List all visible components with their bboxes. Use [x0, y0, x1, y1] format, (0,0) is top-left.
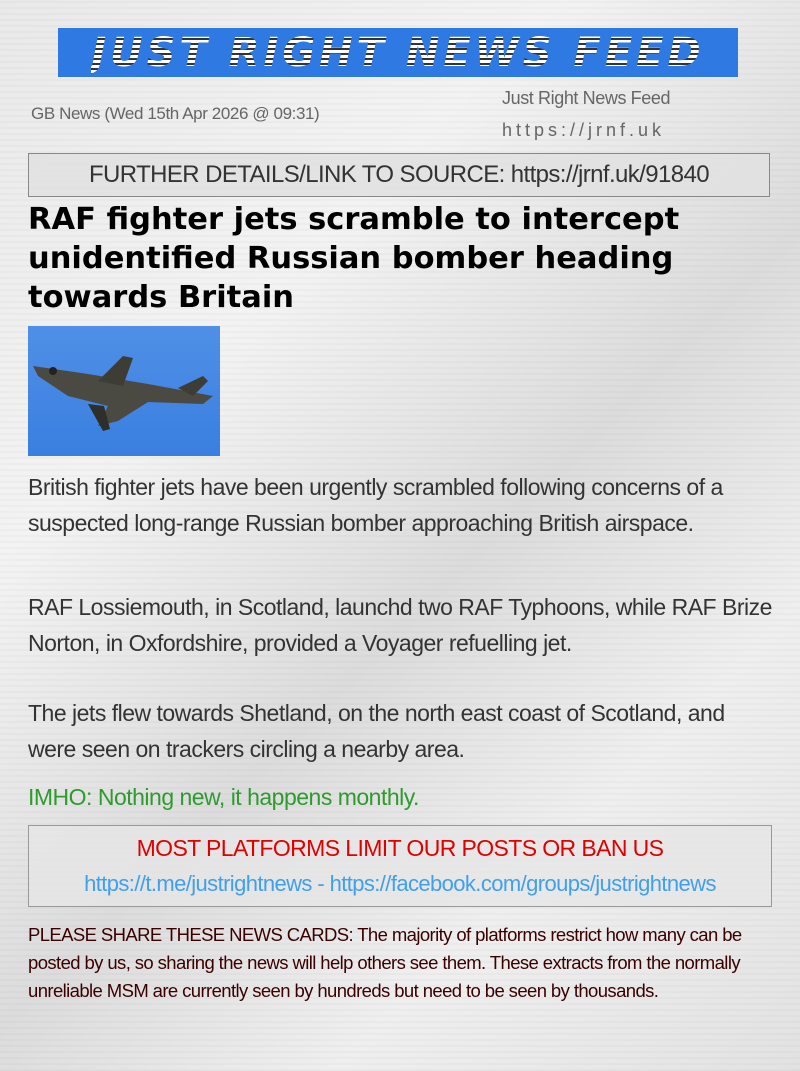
- jet-icon: [28, 326, 220, 456]
- brand-name: Just Right News Feed: [502, 88, 671, 108]
- source-and-date: GB News (Wed 15th Apr 2026 @ 09:31): [31, 104, 320, 123]
- article-paragraph: British fighter jets have been urgently scrambled following concerns of a suspected long-range Russian bomber approaching British airspace.: [28, 474, 723, 536]
- social-links[interactable]: https://t.me/justrightnews - https://facebook.com/groups/justrightnews: [84, 871, 716, 896]
- share-appeal: PLEASE SHARE THESE NEWS CARDS: The majority of platforms restrict how many can be posted by us, so sharing the news will help others see them. These extracts from the normally unreliable MSM are currently seen by hundreds but need to be seen by thousands.: [28, 924, 742, 1001]
- platform-warning: MOST PLATFORMS LIMIT OUR POSTS OR BAN US: [136, 835, 664, 861]
- brand-url[interactable]: https://jrnf.uk: [502, 120, 666, 140]
- source-link-box[interactable]: FURTHER DETAILS/LINK TO SOURCE: https://jrnf.uk/91840: [28, 153, 770, 197]
- logo-text: JUST RIGHT NEWS FEED: [91, 29, 705, 76]
- article-image: [28, 326, 220, 456]
- imho-comment: IMHO: Nothing new, it happens monthly.: [28, 784, 419, 810]
- article-paragraph: The jets flew towards Shetland, on the north east coast of Scotland, and were seen on trackers circling a nearby area.: [28, 700, 725, 762]
- promo-box: [28, 825, 772, 907]
- article-paragraph: RAF Lossiemouth, in Scotland, launchd two RAF Typhoons, while RAF Brize Norton, in Oxfordshire, provided a Voyager refuelling jet.: [28, 594, 772, 656]
- headline: RAF fighter jets scramble to intercept unidentified Russian bomber heading towards Britain: [28, 202, 680, 315]
- site-logo: [58, 28, 738, 77]
